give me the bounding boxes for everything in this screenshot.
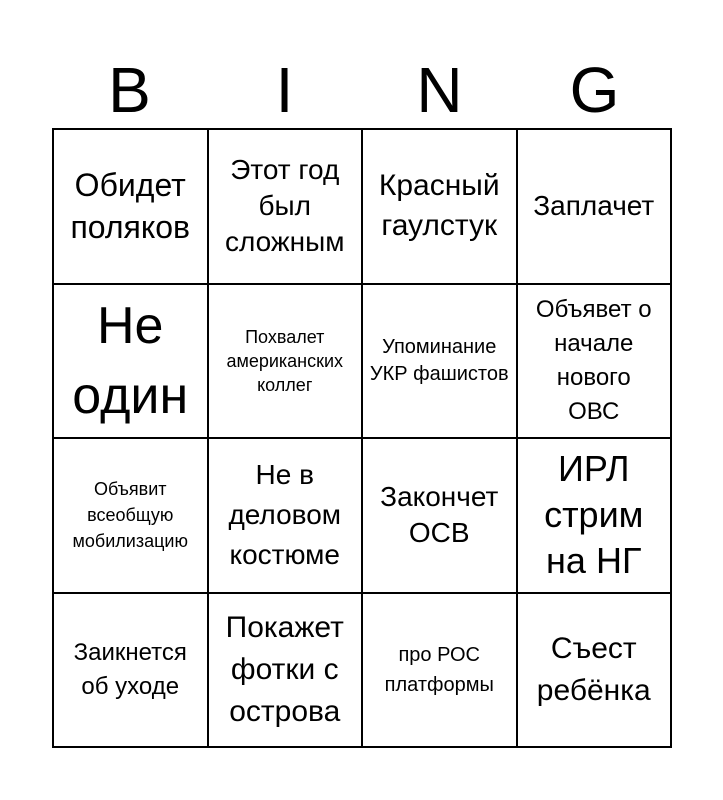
header-letter-i: I xyxy=(275,54,294,126)
bingo-cell[interactable] xyxy=(362,284,517,439)
bingo-cell[interactable] xyxy=(53,438,208,593)
bingo-cell[interactable] xyxy=(517,284,672,439)
cell-text: Не один xyxy=(72,296,189,425)
bingo-cell[interactable] xyxy=(208,129,363,284)
cell-text: Покажет фотки с острова xyxy=(225,610,344,728)
bingo-cell[interactable] xyxy=(53,284,208,439)
bingo-cell[interactable] xyxy=(53,593,208,748)
bingo-header xyxy=(52,52,672,128)
cell-text: про РОС платформы xyxy=(384,643,494,696)
bingo-cell[interactable] xyxy=(517,593,672,748)
cell-text: Закончет ОСВ xyxy=(380,481,499,549)
header-letter-n: N xyxy=(416,54,463,126)
header-letter-b: B xyxy=(108,54,151,126)
cell-text: Обидет поляков xyxy=(70,167,191,246)
cell-text: Заплачет xyxy=(533,190,655,222)
cell-text: Упоминание УКР фашистов xyxy=(369,335,509,385)
cell-text: Объявит всеобщую мобилизацию xyxy=(72,479,188,552)
bingo-cell[interactable] xyxy=(362,593,517,748)
bingo-cell[interactable] xyxy=(362,129,517,284)
cell-text: ИРЛ стрим на НГ xyxy=(544,448,644,582)
bingo-cell[interactable] xyxy=(208,593,363,748)
cell-text: Съест ребёнка xyxy=(536,631,651,707)
cell-text: Объявет о начале нового ОВС xyxy=(535,295,652,425)
cell-text: Похвалет американских коллег xyxy=(226,326,344,395)
bingo-cell[interactable] xyxy=(208,284,363,439)
cell-text: Красный гаулстук xyxy=(378,169,500,243)
bingo-grid xyxy=(52,128,672,748)
cell-text: Не в деловом костюме xyxy=(228,459,342,571)
bingo-cell[interactable] xyxy=(53,129,208,284)
cell-text: Заикнется об уходе xyxy=(73,638,187,700)
bingo-cell[interactable] xyxy=(362,438,517,593)
bingo-cell[interactable] xyxy=(517,129,672,284)
bingo-cell[interactable] xyxy=(517,438,672,593)
bingo-cell[interactable] xyxy=(208,438,363,593)
header-letter-g: G xyxy=(569,54,620,126)
cell-text: Этот год был сложным xyxy=(225,154,345,258)
